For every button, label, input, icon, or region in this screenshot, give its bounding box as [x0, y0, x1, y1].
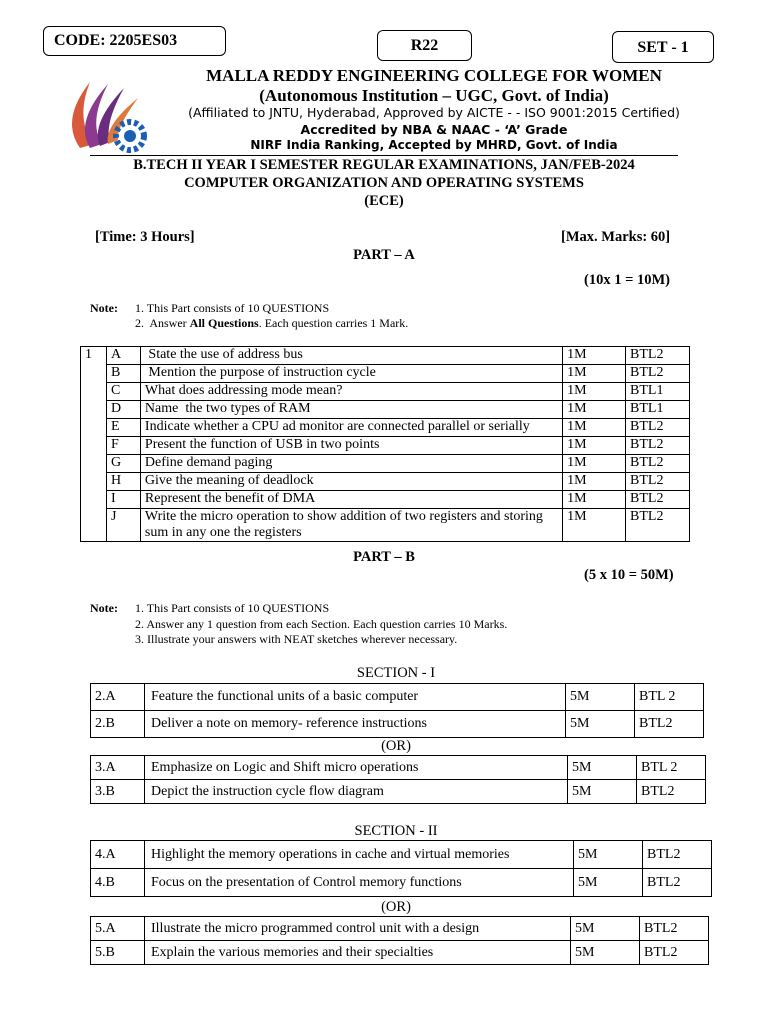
part-a-marks-cell: 1M — [563, 437, 626, 455]
part-a-question-text: Give the meaning of deadlock — [140, 473, 562, 491]
part-a-marks: (10x 1 = 10M) — [584, 272, 670, 288]
part-a-row — [81, 401, 690, 419]
question-btl: BTL2 — [640, 941, 709, 965]
part-a-marks-cell: 1M — [563, 419, 626, 437]
part-a-note-2 — [135, 316, 408, 331]
part-b-question-row — [91, 941, 709, 965]
part-a-subpart: H — [106, 473, 140, 491]
part-a-row — [81, 437, 690, 455]
question-btl: BTL2 — [643, 869, 712, 897]
section-2-title: SECTION - II — [354, 823, 438, 839]
part-a-row — [81, 419, 690, 437]
part-a-btl-cell: BTL2 — [626, 347, 690, 365]
question-number: 3.B — [91, 780, 145, 804]
code-box — [43, 26, 226, 56]
set-box — [612, 31, 714, 63]
part-a-marks-cell: 1M — [563, 509, 626, 542]
part-a-row — [81, 455, 690, 473]
question-number: 5.A — [91, 917, 145, 941]
part-a-btl-cell: BTL2 — [626, 455, 690, 473]
part-a-btl-cell: BTL2 — [626, 365, 690, 383]
part-a-note-label: Note: — [90, 301, 118, 315]
part-a-question-text: Mention the purpose of instruction cycle — [140, 365, 562, 383]
part-a-marks-cell: 1M — [563, 347, 626, 365]
part-a-subpart: F — [106, 437, 140, 455]
question-btl: BTL2 — [635, 711, 704, 738]
nirf-line: NIRF India Ranking, Accepted by MHRD, Govt. of India — [250, 138, 618, 152]
question-btl: BTL 2 — [635, 684, 704, 711]
question-text: Depict the instruction cycle flow diagram — [145, 780, 568, 804]
part-a-question-text: State the use of address bus — [140, 347, 562, 365]
part-a-question-number: 1 — [81, 347, 107, 542]
part-a-note-1: 1. This Part consists of 10 QUESTIONS — [135, 301, 330, 315]
part-a-btl-cell: BTL1 — [626, 383, 690, 401]
question-text: Feature the functional units of a basic computer — [145, 684, 566, 711]
set-number: SET - 1 — [637, 39, 689, 56]
part-a-title: PART – A — [353, 247, 415, 263]
part-a-question-text: Name the two types of RAM — [140, 401, 562, 419]
part-a-btl-cell: BTL2 — [626, 491, 690, 509]
section-1-title: SECTION - I — [356, 665, 436, 681]
question-marks: 5M — [571, 917, 640, 941]
question-btl: BTL2 — [637, 780, 706, 804]
question-marks: 5M — [566, 684, 635, 711]
part-a-btl-cell: BTL2 — [626, 509, 690, 542]
question-number: 3.A — [91, 756, 145, 780]
max-marks: [Max. Marks: 60] — [561, 229, 671, 245]
part-a-question-text: Define demand paging — [140, 455, 562, 473]
header-divider — [90, 155, 678, 156]
part-b-question-row — [91, 841, 712, 869]
part-a-row — [81, 473, 690, 491]
part-a-subpart: I — [106, 491, 140, 509]
part-a-question-text: Present the function of USB in two points — [140, 437, 562, 455]
question-text: Illustrate the micro programmed control unit with a design — [145, 917, 571, 941]
question-number: 4.B — [91, 869, 145, 897]
question-number: 4.A — [91, 841, 145, 869]
part-a-question-text: Indicate whether a CPU ad monitor are connected parallel or serially — [140, 419, 562, 437]
exam-time: [Time: 3 Hours] — [95, 229, 195, 245]
part-a-question-text: Represent the benefit of DMA — [140, 491, 562, 509]
part-b-marks: (5 x 10 = 50M) — [584, 567, 674, 583]
part-b-note-2: 2. Answer any 1 question from each Section. Each question carries 10 Marks. — [135, 617, 508, 631]
regulation-box — [377, 30, 472, 61]
part-a-note-2-bold: All Questions — [189, 316, 259, 330]
part-a-row — [81, 383, 690, 401]
question-marks: 5M — [574, 869, 643, 897]
question-text: Emphasize on Logic and Shift micro operations — [145, 756, 568, 780]
part-b-question-row — [91, 756, 706, 780]
question-btl: BTL 2 — [637, 756, 706, 780]
part-a-marks-cell: 1M — [563, 473, 626, 491]
part-a-question-text: Write the micro operation to show addition of two registers and storing sum in any one the registers — [140, 509, 562, 542]
part-a-subpart: E — [106, 419, 140, 437]
college-name: MALLA REDDY ENGINEERING COLLEGE FOR WOMEN — [206, 66, 662, 85]
regulation: R22 — [410, 37, 439, 54]
question-marks: 5M — [574, 841, 643, 869]
part-a-marks-cell: 1M — [563, 455, 626, 473]
part-b-question-row — [91, 780, 706, 804]
part-b-question-row — [91, 711, 704, 738]
part-a-row — [81, 347, 690, 365]
part-a-subpart: A — [106, 347, 140, 365]
branch: (ECE) — [364, 193, 404, 209]
exam-title: B.TECH II YEAR I SEMESTER REGULAR EXAMINATIONS, JAN/FEB-2024 — [133, 157, 635, 173]
q5-table — [90, 916, 709, 965]
part-a-marks-cell: 1M — [563, 383, 626, 401]
part-b-note-1: 1. This Part consists of 10 QUESTIONS — [135, 601, 330, 615]
question-number: 2.B — [91, 711, 145, 738]
part-a-subpart: J — [106, 509, 140, 542]
part-a-note-2-post: . Each question carries 1 Mark. — [258, 316, 409, 330]
part-b-question-row — [91, 917, 709, 941]
part-a-note-2-pre: 2. Answer — [135, 316, 190, 330]
part-a-row — [81, 365, 690, 383]
part-a-subpart: G — [106, 455, 140, 473]
part-b-note-label: Note: — [90, 601, 118, 615]
question-number: 2.A — [91, 684, 145, 711]
or-label-2: (OR) — [381, 899, 411, 915]
question-marks: 5M — [568, 780, 637, 804]
q3-table — [90, 755, 706, 804]
part-a-btl-cell: BTL2 — [626, 473, 690, 491]
part-a-btl-cell: BTL1 — [626, 401, 690, 419]
part-a-btl-cell: BTL2 — [626, 419, 690, 437]
part-b-note-3: 3. Illustrate your answers with NEAT sketches wherever necessary. — [135, 632, 458, 646]
question-text: Explain the various memories and their specialties — [145, 941, 571, 965]
exam-code: CODE: 2205ES03 — [54, 32, 178, 49]
part-a-btl-cell: BTL2 — [626, 437, 690, 455]
accreditation-line: Accredited by NBA & NAAC - ‘A’ Grade — [300, 122, 568, 137]
part-a-question-text: What does addressing mode mean? — [140, 383, 562, 401]
question-btl: BTL2 — [640, 917, 709, 941]
or-label-1: (OR) — [381, 738, 411, 754]
part-a-marks-cell: 1M — [563, 365, 626, 383]
question-text: Focus on the presentation of Control memory functions — [145, 869, 574, 897]
part-b-question-row — [91, 869, 712, 897]
part-b-question-row — [91, 684, 704, 711]
part-a-subpart: C — [106, 383, 140, 401]
q2-table — [90, 683, 704, 738]
question-marks: 5M — [568, 756, 637, 780]
part-a-marks-cell: 1M — [563, 491, 626, 509]
part-a-table — [80, 346, 690, 542]
part-a-row — [81, 491, 690, 509]
autonomous-line: (Autonomous Institution – UGC, Govt. of India) — [259, 86, 609, 105]
question-text: Deliver a note on memory- reference instructions — [145, 711, 566, 738]
subject-title: COMPUTER ORGANIZATION AND OPERATING SYSTEMS — [184, 175, 584, 191]
q4-table — [90, 840, 712, 897]
question-number: 5.B — [91, 941, 145, 965]
question-btl: BTL2 — [643, 841, 712, 869]
affiliation-line: (Affiliated to JNTU, Hyderabad, Approved by AICTE - - ISO 9001:2015 Certified) — [188, 105, 680, 120]
question-marks: 5M — [571, 941, 640, 965]
part-a-subpart: B — [106, 365, 140, 383]
question-marks: 5M — [566, 711, 635, 738]
part-a-marks-cell: 1M — [563, 401, 626, 419]
part-b-title: PART – B — [353, 549, 415, 565]
part-a-subpart: D — [106, 401, 140, 419]
question-text: Highlight the memory operations in cache and virtual memories — [145, 841, 574, 869]
part-a-row — [81, 509, 690, 542]
